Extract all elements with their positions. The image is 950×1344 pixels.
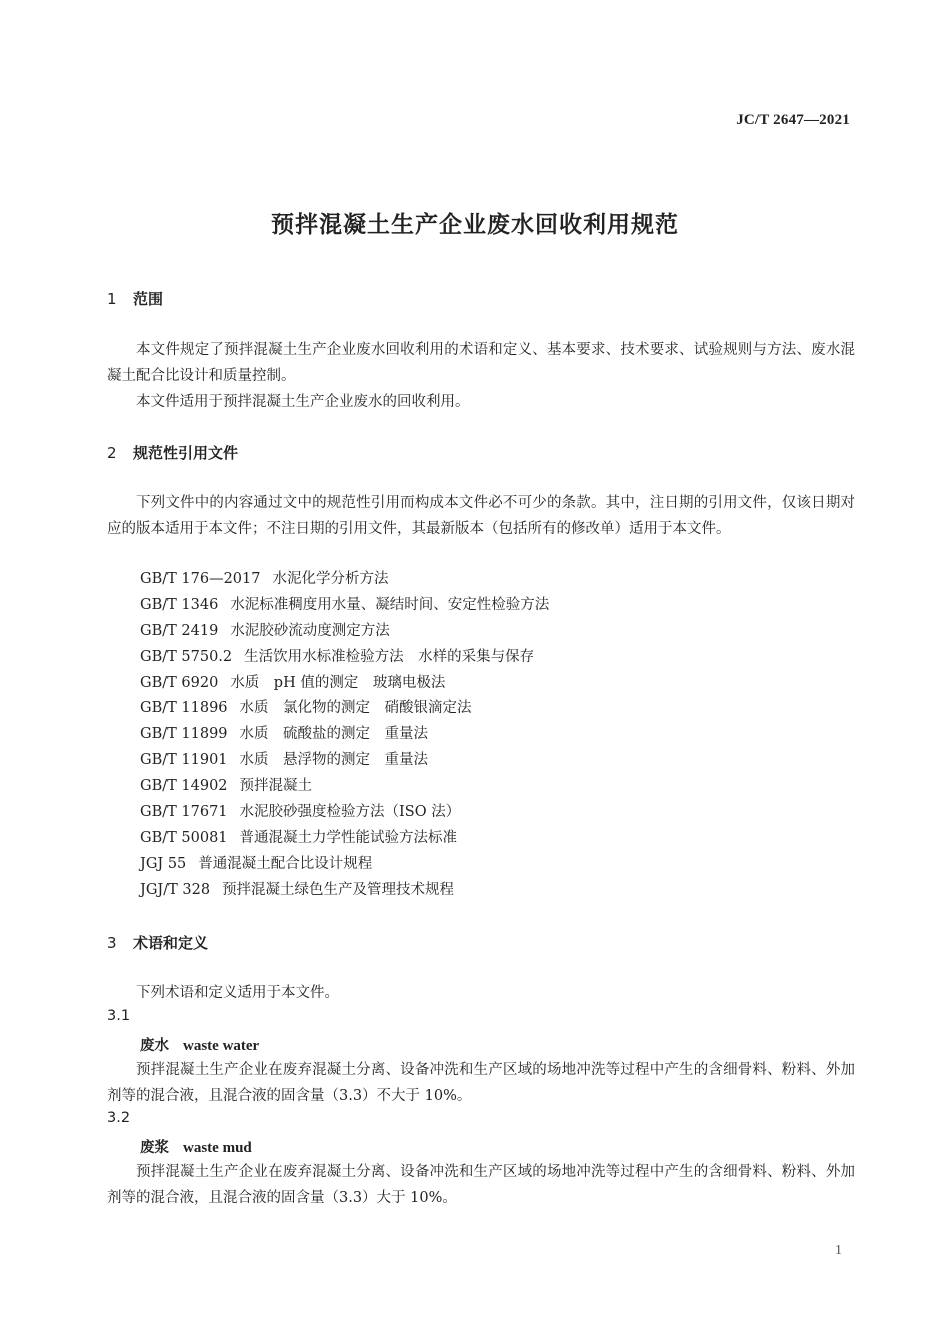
reference-item <box>140 826 549 852</box>
reference-item <box>140 696 549 722</box>
section-number: 2 <box>107 444 117 462</box>
reference-title: 水质 氯化物的测定 硝酸银滴定法 <box>239 700 472 717</box>
section-heading-terms <box>107 932 208 953</box>
reference-code: JGJ 55 <box>140 855 187 872</box>
reference-code: GB/T 14902 <box>140 778 228 795</box>
reference-title: 预拌混凝土 <box>239 778 313 795</box>
section-title: 规范性引用文件 <box>133 444 239 462</box>
reference-title: 普通混凝土力学性能试验方法标准 <box>239 829 458 846</box>
reference-item <box>140 593 549 619</box>
reference-title: 生活饮用水标准检验方法 水样的采集与保存 <box>244 648 535 665</box>
term-zh: 废水 <box>140 1038 169 1054</box>
section-title: 术语和定义 <box>133 934 209 952</box>
term-definition: 预拌混凝土生产企业在废弃混凝土分离、设备冲洗和生产区域的场地冲洗等过程中产生的含细骨料、粉料、外加剂等的混合液，且混合液的固含量（3.3）不大于 10%。 <box>107 1062 855 1104</box>
reference-code: GB/T 11896 <box>140 700 228 717</box>
document-title: 预拌混凝土生产企业废水回收利用规范 <box>271 212 679 238</box>
section-number: 3 <box>107 934 117 952</box>
reference-title: 水泥化学分析方法 <box>272 571 389 587</box>
reference-code: GB/T 11899 <box>140 726 228 743</box>
reference-title: 预拌混凝土绿色生产及管理技术规程 <box>222 881 455 898</box>
term-definition: 预拌混凝土生产企业在废弃混凝土分离、设备冲洗和生产区域的场地冲洗等过程中产生的含细骨料、粉料、外加剂等的混合液，且混合液的固含量（3.3）大于 10%。 <box>107 1164 855 1206</box>
scope-paragraph-1: 本文件规定了预拌混凝土生产企业废水回收利用的术语和定义、基本要求、技术要求、试验规则与方法、废水混凝土配合比设计和质量控制。 <box>107 342 855 384</box>
term-heading <box>140 1034 259 1055</box>
reference-code: GB/T 1346 <box>140 596 219 613</box>
standard-code: JC/T 2647—2021 <box>736 112 850 128</box>
reference-title: 水泥胶砂强度检验方法（ISO 法） <box>239 804 461 821</box>
reference-item <box>140 671 549 697</box>
reference-title: 水泥胶砂流动度测定方法 <box>230 622 390 639</box>
reference-title: 普通混凝土配合比设计规程 <box>198 855 373 872</box>
term-number: 3.2 <box>107 1110 131 1126</box>
reference-item <box>140 645 549 671</box>
reference-item <box>140 567 549 593</box>
reference-code: GB/T 50081 <box>140 829 228 846</box>
reference-item <box>140 852 549 878</box>
reference-item <box>140 800 549 826</box>
terms-intro: 下列术语和定义适用于本文件。 <box>136 985 339 1001</box>
term-heading <box>140 1136 252 1157</box>
reference-code: GB/T 5750.2 <box>140 648 233 665</box>
reference-title: 水质 悬浮物的测定 重量法 <box>239 752 429 769</box>
term-number: 3.1 <box>107 1008 131 1024</box>
reference-item <box>140 722 549 748</box>
scope-paragraph-2: 本文件适用于预拌混凝土生产企业废水的回收利用。 <box>136 394 470 410</box>
reference-item <box>140 748 549 774</box>
reference-title: 水泥标准稠度用水量、凝结时间、安定性检验方法 <box>230 596 550 613</box>
term-en: waste mud <box>183 1140 252 1156</box>
section-number: 1 <box>107 290 117 308</box>
section-title: 范围 <box>133 290 164 308</box>
reference-code: GB/T 6920 <box>140 674 219 691</box>
section-heading-references <box>107 442 238 463</box>
section-heading-scope <box>107 288 163 309</box>
reference-code: GB/T 176—2017 <box>140 571 261 587</box>
term-zh: 废浆 <box>140 1140 169 1156</box>
reference-title: 水质 pH 值的测定 玻璃电极法 <box>230 674 446 691</box>
page-number: 1 <box>835 1243 842 1258</box>
reference-title: 水质 硫酸盐的测定 重量法 <box>239 726 429 743</box>
reference-list <box>140 567 549 904</box>
reference-code: JGJ/T 328 <box>140 881 211 898</box>
reference-code: GB/T 2419 <box>140 622 219 639</box>
reference-item <box>140 878 549 904</box>
reference-code: GB/T 17671 <box>140 804 228 821</box>
reference-item <box>140 774 549 800</box>
reference-code: GB/T 11901 <box>140 752 228 769</box>
reference-item <box>140 619 549 645</box>
references-intro: 下列文件中的内容通过文中的规范性引用而构成本文件必不可少的条款。其中，注日期的引用文件，仅该日期对应的版本适用于本文件；不注日期的引用文件，其最新版本（包括所有的修改单）适用于本文件。 <box>107 495 855 537</box>
term-en: waste water <box>183 1038 260 1054</box>
